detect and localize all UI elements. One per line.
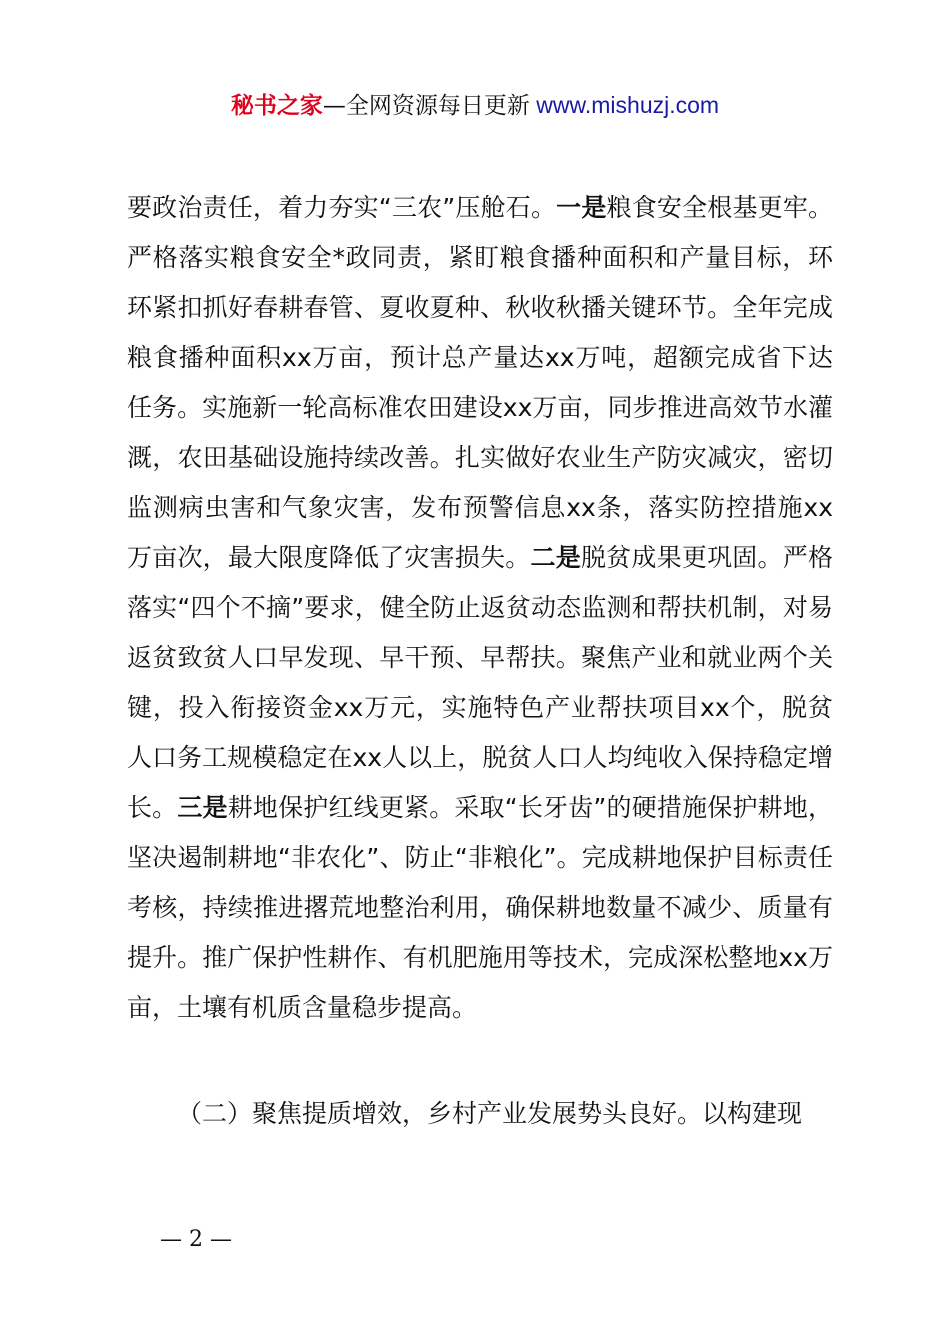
text-segment: 脱贫成果更巩固。严格落实“四个不摘”要求，健全防止返贫动态监测和帮扶机制，对易返贫致贫人口早发现、早干预、早帮扶。聚焦产业和就业两个关键，投入衔接资金xx万元，实施特色产业帮扶项目xx个，脱贫人口务工规模稳定在xx人以上，脱贫人口人均纯收入保持稳定增长。 xyxy=(127,543,833,822)
page-number: — 2 — xyxy=(160,1227,232,1252)
bold-marker-2: 二是 xyxy=(530,543,581,572)
bold-marker-3: 三是 xyxy=(177,793,228,822)
body-paragraph-1 xyxy=(127,183,833,1033)
text-segment: 耕地保护红线更紧。采取“长牙齿”的硬措施保护耕地，坚决遏制耕地“非农化”、防止“非粮化”。完成耕地保护目标责任考核，持续推进撂荒地整治利用，确保耕地数量不减少、质量有提升。推广保护性耕作、有机肥施用等技术，完成深松整地xx万亩，土壤有机质含量稳步提高。 xyxy=(127,793,833,1022)
body-paragraph-2: （二）聚焦提质增效，乡村产业发展势头良好。以构建现 xyxy=(177,1099,803,1128)
text-segment: 要政治责任，着力夯实“三农”压舱石。 xyxy=(127,193,557,222)
brand-name: 秘书之家 xyxy=(230,93,323,119)
site-header xyxy=(0,88,950,123)
header-url[interactable]: www.mishuzj.com xyxy=(529,92,720,118)
header-slogan: —全网资源每日更新 xyxy=(322,93,530,119)
bold-marker-1: 一是 xyxy=(556,193,607,222)
text-segment: 粮食安全根基更牢。严格落实粮食安全*政同责，紧盯粮食播种面积和产量目标，环环紧扣抓好春耕春管、夏收夏种、秋收秋播关键环节。全年完成粮食播种面积xx万亩，预计总产量达xx万吨，超额完成省下达任务。实施新一轮高标准农田建设xx万亩，同步推进高效节水灌溉，农田基础设施持续改善。扎实做好农业生产防灾减灾，密切监测病虫害和气象灾害，发布预警信息xx条，落实防控措施xx万亩次，最大限度降低了灾害损失。 xyxy=(127,193,833,572)
